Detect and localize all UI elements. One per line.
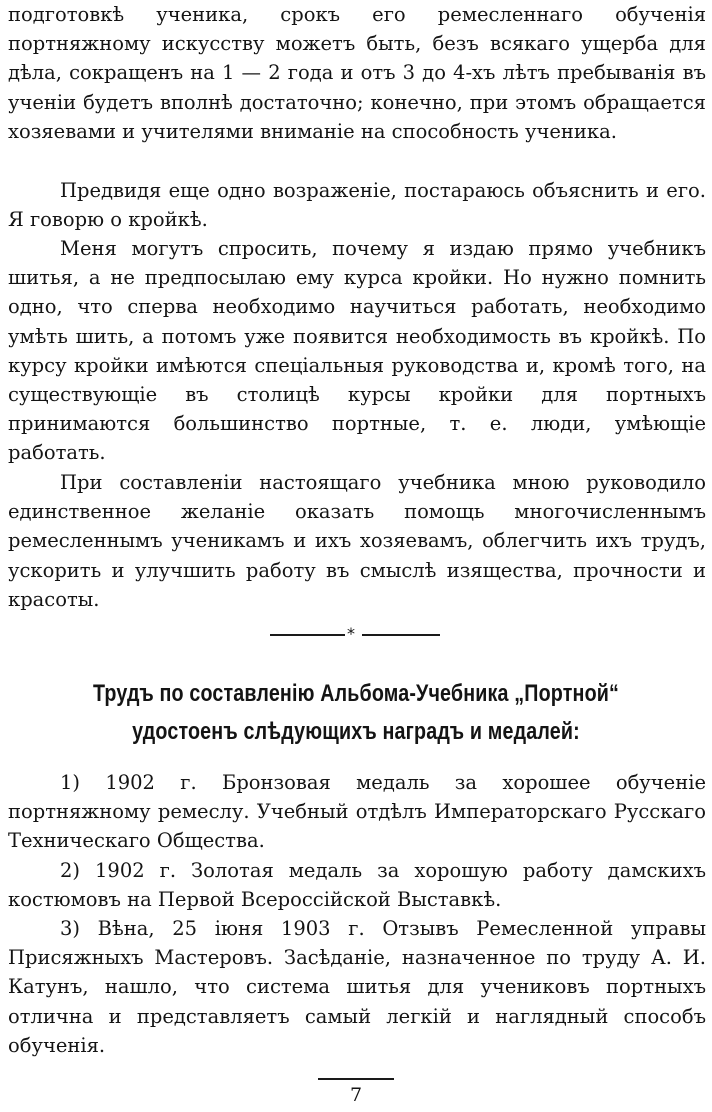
paragraph-4-text: При составленіи настоящаго учебника мною руководило единственное желаніе оказать помощь многочисленнымъ ремесленнымъ ученикамъ и ихъ хозяевамъ, облегчить ихъ трудъ, ускорить и улучшить работу въ смыслѣ изящества, прочности и красоты. — [8, 471, 706, 611]
award-item-3: 3) Вѣна, 25 іюня 1903 г. Отзывъ Ремесленной управы Присяжныхъ Мастеровъ. Засѣданіе, назначенное по труду А. И. Катунъ, нашло, что система шитья для учениковъ портныхъ отлична и представляетъ самый легкій и наглядный способъ обученія. — [8, 917, 706, 1057]
paragraph-continuation — [8, 0, 706, 146]
paragraph-purpose — [8, 468, 706, 614]
footer-rule — [318, 1078, 394, 1080]
awards-heading-line-2: удостоенъ слѣдующихъ наградъ и медалей: — [132, 718, 580, 745]
separator-left-rule — [270, 634, 345, 636]
paragraph-3-text: Меня могутъ спросить, почему я издаю прямо учебникъ шитья, а не предпосылаю ему курса кройки. Но нужно помнить одно, что сперва необходимо научиться работать, необходимо умѣть шить, а потомъ уже появится необходимость въ кройкѣ. По курсу кройки имѣются спеціальныя руководства и, кромѣ того, на существующіе въ столицѣ курсы кройки для портныхъ принимаются большинство портные, т. е. люди, умѣющіе работать. — [8, 237, 706, 465]
awards-list — [8, 768, 706, 1060]
paragraph-1-text: подготовкѣ ученика, срокъ его ремесленнаго обученія портняжному искусству можетъ быть, безъ всякаго ущерба для дѣла, сокращенъ на 1 — 2 года и отъ 3 до 4-хъ лѣтъ пребыванія въ ученіи будетъ вполнѣ достаточно; конечно, при этомъ обращается хозяевами и учителями вниманіе на способность ученика. — [8, 3, 706, 143]
paragraph-2-text: Предвидя еще одно возраженіе, постараюсь объяснить и его. Я говорю о кройкѣ. — [8, 179, 706, 232]
award-item-2: 2) 1902 г. Золотая медаль за хорошую работу дамскихъ костюмовъ на Первой Всероссійской Выставкѣ. — [8, 858, 706, 911]
page-number: 7 — [349, 1084, 363, 1106]
paragraph-objection — [8, 176, 706, 234]
separator-star-icon: * — [347, 624, 355, 643]
section-separator — [270, 624, 440, 643]
awards-heading-line-1: Трудъ по составленію Альбома-Учебника „Портной“ — [92, 680, 620, 707]
award-item-1: 1) 1902 г. Бронзовая медаль за хорошее обученіе портняжному ремеслу. Учебный отдѣлъ Императорскаго Русскаго Техническаго Общества. — [8, 771, 706, 853]
paragraph-cutting-course — [8, 234, 706, 468]
separator-right-rule — [362, 634, 440, 636]
awards-heading — [0, 675, 712, 751]
